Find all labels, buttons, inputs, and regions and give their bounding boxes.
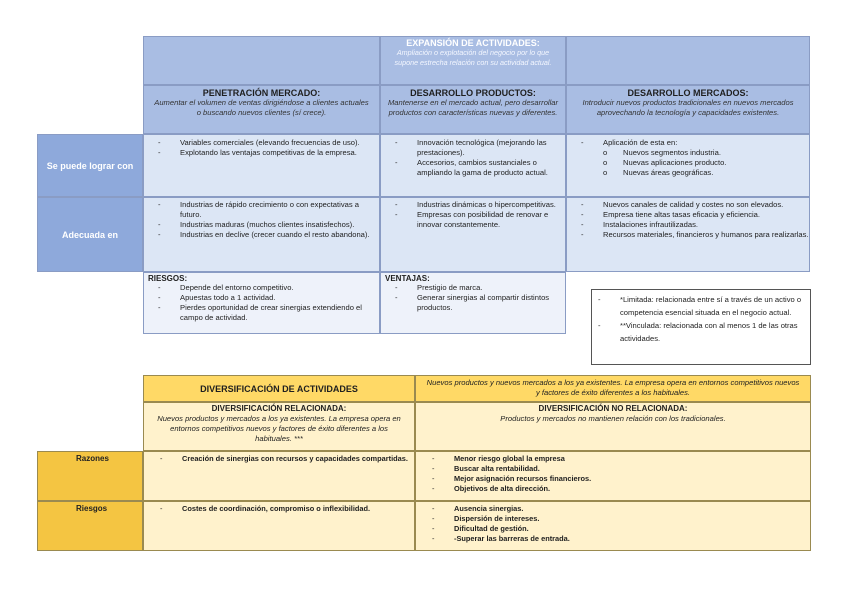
- list-item: - Explotando las ventajas competitivas de la empresa.: [158, 148, 379, 158]
- list-item: - Generar sinergias al compartir distintos productos.: [395, 293, 565, 313]
- ventajas-label: VENTAJAS:: [385, 274, 430, 283]
- list-item: - Menor riesgo global la empresa: [432, 454, 810, 464]
- expansion-title: EXPANSIÓN DE ACTIVIDADES:: [406, 38, 540, 48]
- col-title-mercados: DESARROLLO MERCADOS:: [627, 88, 749, 98]
- list-item: - Industrias maduras (muchos clientes insatisfechos).: [158, 220, 379, 230]
- list-item: - Buscar alta rentabilidad.: [432, 464, 810, 474]
- expansion-header: [380, 36, 566, 85]
- related-header: [143, 402, 415, 451]
- note-vinculada: - **Vinculada: relacionada con al menos 1 de las otras actividades.: [598, 319, 806, 345]
- cell-lograr-mercados: [566, 134, 810, 197]
- col-title-penetracion: PENETRACIÓN MERCADO:: [202, 88, 321, 98]
- list-item: o Nuevos segmentos industria.: [603, 148, 809, 158]
- cell-adecuada-penetracion: [143, 197, 380, 272]
- list-item: - Dificultad de gestión.: [432, 524, 810, 534]
- unrelated-header: [415, 402, 811, 451]
- col-subtitle-productos: Mantenerse en el mercado actual, pero desarrollar productos con características nuevas y diferentes.: [387, 98, 559, 117]
- cell-adecuada-productos: [380, 197, 566, 272]
- list-item: - Creación de sinergias con recursos y capacidades compartidas.: [160, 454, 414, 464]
- list-item: - Nuevos canales de calidad y costes no son elevados.: [581, 200, 809, 210]
- related-desc: Nuevos productos y mercados a los ya existentes. La empresa opera en entornos competitivos nuevos y factores de éxito diferentes a los habituales. ***: [157, 414, 401, 443]
- unrelated-title: DIVERSIFICACIÓN NO RELACIONADA:: [538, 404, 688, 413]
- list-item: - Industrias de rápido crecimiento o con expectativas a futuro.: [158, 200, 379, 220]
- list-item: - Aplicación de esta en:: [581, 138, 809, 148]
- list-item: - Mejor asignación recursos financieros.: [432, 474, 810, 484]
- list-item: - Innovación tecnológica (mejorando las prestaciones).: [395, 138, 565, 158]
- list-item: - Pierdes oportunidad de crear sinergias extendiendo el campo de actividad.: [158, 303, 379, 323]
- diversificacion-title: DIVERSIFICACIÓN DE ACTIVIDADES: [200, 383, 358, 394]
- list-item: - Depende del entorno competitivo.: [158, 283, 379, 293]
- razones-label: Razones: [76, 454, 109, 463]
- note-limitada: - *Limitada: relacionada entre sí a través de un activo o competencia esencial situada en el negocio actual.: [598, 293, 806, 319]
- list-item: - Ausencia sinergias.: [432, 504, 810, 514]
- list-item: - Variables comerciales (elevando frecuencias de uso).: [158, 138, 379, 148]
- cell-lograr-productos: [380, 134, 566, 197]
- list-item: - Costes de coordinación, compromiso o inflexibilidad.: [160, 504, 414, 514]
- unrelated-desc: Productos y mercados no mantienen relación con los tradicionales.: [500, 414, 726, 423]
- riesgos-cell: [143, 272, 380, 334]
- col-header-productos: [380, 85, 566, 134]
- diversificacion-desc: Nuevos productos y nuevos mercados a los ya existentes. La empresa opera en entornos competitivos nuevos y factores de éxito diferentes a los habituales.: [426, 378, 800, 397]
- expansion-subtitle: Ampliación o explotación del negocio por lo que supone estrecha relación con su actividad actual.: [394, 48, 552, 67]
- list-item: - Industrias en declive (crecer cuando el resto abandona).: [158, 230, 379, 240]
- list-item: o Nuevas áreas geográficas.: [603, 168, 809, 178]
- row-label-riesgos: [37, 501, 143, 551]
- cell-adecuada-mercados: [566, 197, 810, 272]
- diversificacion-desc-cell: [415, 375, 811, 402]
- ventajas-cell: [380, 272, 566, 334]
- list-item: - Recursos materiales, financieros y humanos para realizarlas.: [581, 230, 809, 240]
- related-title: DIVERSIFICACIÓN RELACIONADA:: [211, 404, 347, 413]
- list-item: - Prestigio de marca.: [395, 283, 565, 293]
- razones-unrelated: [415, 451, 811, 501]
- expansion-header-blank: [143, 36, 380, 85]
- razones-related: [143, 451, 415, 501]
- list-item: - -Superar las barreras de entrada.: [432, 534, 810, 544]
- riesgos-bottom-label: Riesgos: [76, 504, 108, 513]
- col-title-productos: DESARROLLO PRODUCTOS:: [410, 88, 536, 98]
- list-item: - Accesorios, cambios sustanciales o ampliando la gama de producto actual.: [395, 158, 565, 178]
- list-item: o Nuevas aplicaciones producto.: [603, 158, 809, 168]
- riesgos-label: RIESGOS:: [148, 274, 188, 283]
- list-item: - Apuestas todo a 1 actividad.: [158, 293, 379, 303]
- list-item: - Dispersión de intereses.: [432, 514, 810, 524]
- notes-box: [591, 289, 811, 365]
- list-item: - Instalaciones infrautilizadas.: [581, 220, 809, 230]
- list-item: - Empresa tiene altas tasas eficacia y eficiencia.: [581, 210, 809, 220]
- col-header-mercados: [566, 85, 810, 134]
- col-subtitle-penetracion: Aumentar el volumen de ventas dirigiéndose a clientes actuales o buscando nuevos clientes (sí crece).: [154, 98, 369, 117]
- row-label-razones: [37, 451, 143, 501]
- diversificacion-title-cell: [143, 375, 415, 402]
- list-item: - Objetivos de alta dirección.: [432, 484, 810, 494]
- riesgos-related: [143, 501, 415, 551]
- col-header-penetracion: [143, 85, 380, 134]
- cell-lograr-penetracion: [143, 134, 380, 197]
- row-label-adecuada: Adecuada en: [37, 197, 143, 272]
- list-item: - Industrias dinámicas o hipercompetitivas.: [395, 200, 565, 210]
- row-label-lograr: Se puede lograr con: [37, 134, 143, 197]
- list-item: - Empresas con posibilidad de renovar e innovar constantemente.: [395, 210, 565, 230]
- col-subtitle-mercados: Introducir nuevos productos tradicionales en nuevos mercados aprovechando la tecnología y capacidades existentes.: [582, 98, 794, 117]
- riesgos-unrelated: [415, 501, 811, 551]
- expansion-header-blank-right: [566, 36, 810, 85]
